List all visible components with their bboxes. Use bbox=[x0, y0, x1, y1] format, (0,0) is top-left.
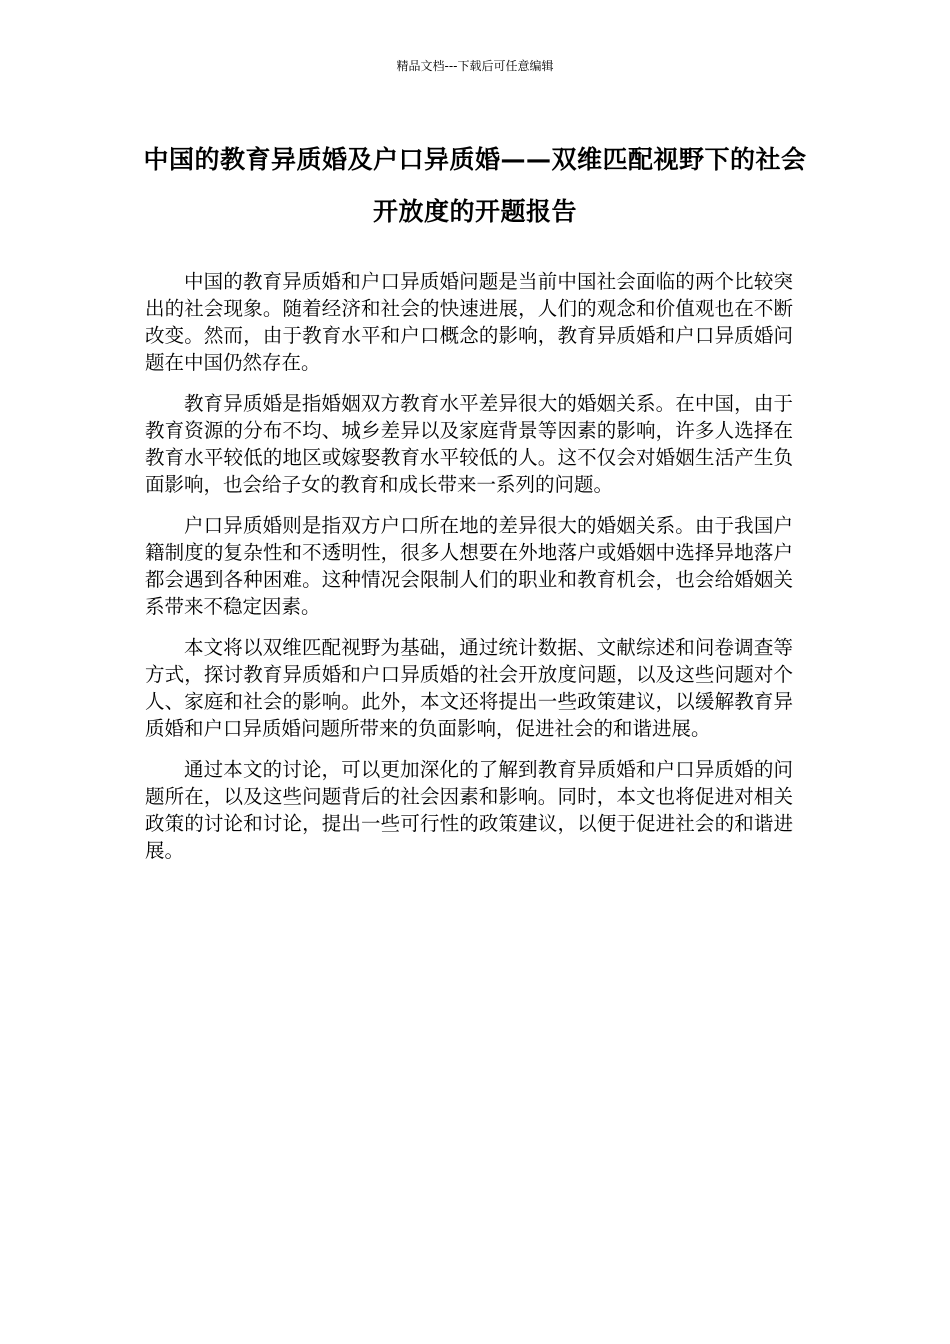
body-paragraph: 本文将以双维匹配视野为基础，通过统计数据、文献综述和问卷调查等方式，探讨教育异质婚和户口异质婚的社会开放度问题，以及这些问题对个人、家庭和社会的影响。此外，本文还将提出一些政策建议，以缓解教育异质婚和户口异质婚问题所带来的负面影响，促进社会的和谐进展。 bbox=[145, 636, 793, 740]
body-paragraph: 教育异质婚是指婚姻双方教育水平差异很大的婚姻关系。在中国，由于教育资源的分布不均、城乡差异以及家庭背景等因素的影响，许多人选择在教育水平较低的地区或嫁娶教育水平较低的人。这不仅会对婚姻生活产生负面影响，也会给子女的教育和成长带来一系列的问题。 bbox=[145, 392, 793, 496]
document-title: 中国的教育异质婚及户口异质婚——双维匹配视野下的社会开放度的开题报告 bbox=[143, 145, 807, 226]
body-paragraph: 中国的教育异质婚和户口异质婚问题是当前中国社会面临的两个比较突出的社会现象。随着经济和社会的快速进展，人们的观念和价值观也在不断改变。然而，由于教育水平和户口概念的影响，教育异质婚和户口异质婚问题在中国仍然存在。 bbox=[145, 270, 793, 374]
header-note: 精品文档---下载后可任意编辑 bbox=[396, 59, 554, 73]
body-paragraph: 户口异质婚则是指双方户口所在地的差异很大的婚姻关系。由于我国户籍制度的复杂性和不透明性，很多人想要在外地落户或婚姻中选择异地落户都会遇到各种困难。这种情况会限制人们的职业和教育机会，也会给婚姻关系带来不稳定因素。 bbox=[145, 514, 793, 618]
body-paragraph: 通过本文的讨论，可以更加深化的了解到教育异质婚和户口异质婚的问题所在，以及这些问题背后的社会因素和影响。同时，本文也将促进对相关政策的讨论和讨论，提出一些可行性的政策建议，以便于促进社会的和谐进展。 bbox=[145, 758, 793, 862]
document-body bbox=[145, 268, 793, 878]
